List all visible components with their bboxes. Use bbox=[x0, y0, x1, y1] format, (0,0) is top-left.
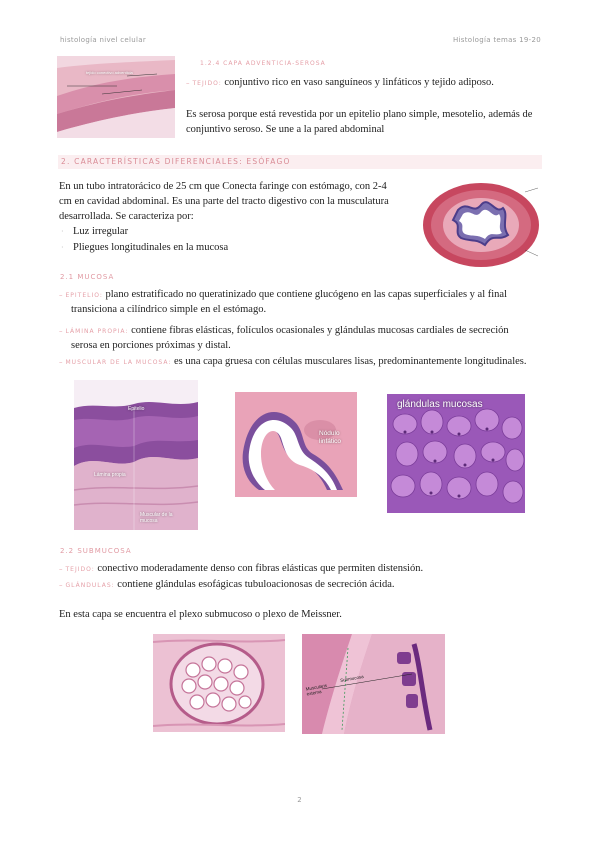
section-124-paragraph: Es serosa porque está revestida por un epitelio plano simple, mesotelio, además de conjuntivo seroso. Se une a la pared abdominal bbox=[186, 109, 533, 135]
mucosa-label-epitelio: Epitelio bbox=[128, 406, 145, 412]
submucosa-item-glandulas bbox=[59, 577, 545, 593]
tejido-label: TEJIDO: bbox=[192, 80, 222, 87]
epitelio-label: EPITELIO: bbox=[65, 292, 103, 299]
mucosa-item-lamina-cont: serosa en porciones próximas y distal. bbox=[71, 340, 231, 351]
bullet-text: Pliegues longitudinales en la mucosa bbox=[73, 242, 229, 253]
adventitia-label-a: tejido conectivo adventicia bbox=[86, 70, 133, 75]
section-2-title: 2. CARACTERÍSTICAS DIFERENCIALES: ESÓFAGO bbox=[61, 157, 291, 166]
mucosa-label-muscular: Muscular de la mucosa bbox=[140, 512, 173, 524]
submucosa-glandulas-label: GLÁNDULAS: bbox=[65, 582, 115, 589]
section-2-bar bbox=[58, 155, 542, 169]
dash-icon: – bbox=[59, 327, 63, 335]
page-number: 2 bbox=[297, 796, 302, 804]
section-124-tejido bbox=[186, 75, 546, 91]
mucosa-item-epitelio bbox=[59, 287, 545, 303]
dash-icon: – bbox=[59, 565, 63, 573]
dash-icon: – bbox=[59, 358, 63, 366]
mucous-glands-label: glándulas mucosas bbox=[397, 399, 483, 410]
muscular-label: MUSCULAR DE LA MUCOSA: bbox=[65, 359, 172, 366]
bullet-text: Luz irregular bbox=[73, 226, 129, 237]
submucosa-paragraph: En esta capa se encuentra el plexo submucoso o plexo de Meissner. bbox=[59, 609, 342, 620]
section-2-intro-line-3: desarrollada. Se caracteriza por: bbox=[59, 211, 194, 222]
lamina-text-1: contiene fibras elásticas, folículos ocasionales y glándulas mucosas cardiales de secreción bbox=[131, 325, 509, 336]
submucosa-img-label-muscularis: Muscularis externa bbox=[305, 682, 328, 697]
section-2-bullet-2 bbox=[61, 240, 229, 255]
dash-icon: – bbox=[59, 581, 63, 589]
adventitia-micrograph bbox=[57, 56, 175, 138]
section-124-heading: 1.2.4 CAPA ADVENTICIA-SEROSA bbox=[200, 60, 326, 67]
submucosa-item-tejido bbox=[59, 561, 545, 577]
section-2-intro-line-2: cm en cavidad abdominal. Es una parte del tracto digestivo con la musculatura bbox=[59, 196, 389, 207]
mucosa-epithelium-micrograph bbox=[74, 380, 198, 530]
section-22-heading: 2.2 SUBMUCOSA bbox=[60, 547, 132, 555]
submucosa-glandulas-text: contiene glándulas esofágicas tubuloacionosas de secreción ácida. bbox=[117, 579, 395, 590]
epitelio-text-1: plano estratificado no queratinizado que contiene glucógeno en las capas superficiales y al final bbox=[105, 289, 507, 300]
bullet-icon: · bbox=[61, 227, 64, 236]
mucosa-item-lamina bbox=[59, 323, 545, 339]
bullet-icon: · bbox=[61, 243, 64, 252]
mucosa-item-muscular bbox=[59, 354, 545, 370]
section-2-bullet-1 bbox=[61, 224, 129, 239]
submucosa-tejido-text: conectivo moderadamente denso con fibras elásticas que permiten distensión. bbox=[97, 563, 424, 574]
esophageal-glands-micrograph bbox=[153, 634, 285, 732]
dash-icon: – bbox=[186, 79, 190, 87]
lymph-nodule-label: Nódulo linfático bbox=[319, 430, 342, 445]
dash-icon: – bbox=[59, 291, 63, 299]
lamina-label: LÁMINA PROPIA: bbox=[65, 328, 129, 335]
muscular-text: es una capa gruesa con células musculares lisas, predominantemente longitudinales. bbox=[173, 356, 527, 367]
mucosa-item-epitelio-cont: transiciona a cilíndrico simple en el estómago. bbox=[71, 304, 267, 315]
section-2-intro-line-1: En un tubo intratorácico de 25 cm que Conecta faringe con estómago, con 2-4 bbox=[59, 181, 387, 192]
mucosa-label-lamina: Lámina propia bbox=[94, 472, 126, 478]
esophagus-cross-section bbox=[413, 180, 546, 270]
header-left: histología nivel celular bbox=[60, 36, 147, 44]
tejido-text: conjuntivo rico en vaso sanguíneos y linfáticos y tejido adiposo. bbox=[224, 77, 494, 88]
section-21-heading: 2.1 MUCOSA bbox=[60, 273, 115, 281]
submucosa-tejido-label: TEJIDO: bbox=[65, 566, 95, 573]
submucosa-img-label-submucosa: Submucosa bbox=[339, 673, 365, 684]
header-right: Histología temas 19-20 bbox=[453, 36, 541, 44]
mucous-glands-micrograph bbox=[387, 394, 525, 513]
